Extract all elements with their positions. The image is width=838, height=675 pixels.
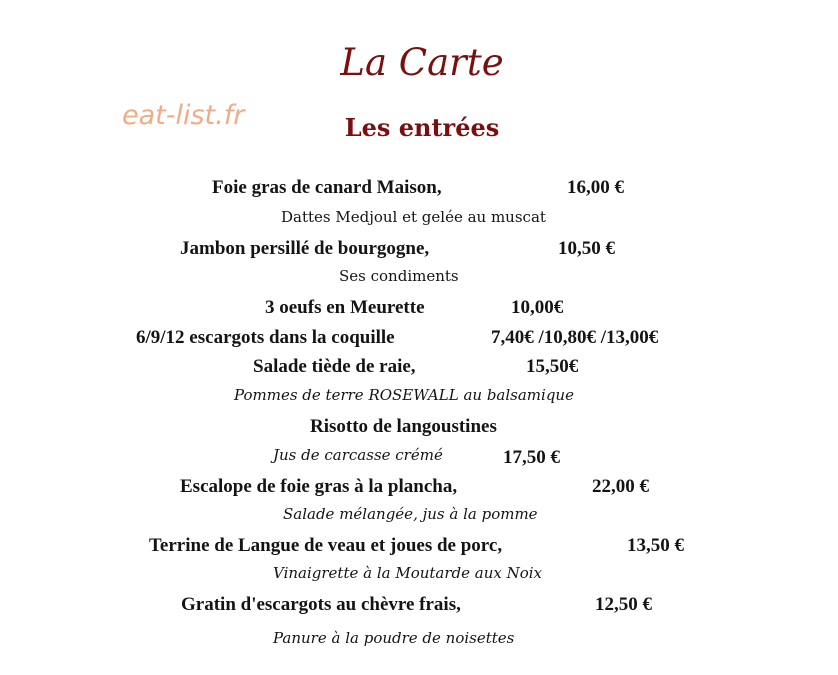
menu-item-price: 10,50 €: [558, 238, 615, 259]
menu-item-name: Terrine de Langue de veau et joues de porc,: [149, 535, 503, 556]
menu-item-price: 22,00 €: [592, 476, 649, 497]
menu-item-description: Salade mélangée, jus à la pomme: [283, 505, 538, 523]
menu-item-name: Foie gras de canard Maison,: [212, 177, 442, 198]
menu-item-name: Jambon persillé de bourgogne,: [180, 238, 430, 259]
menu-item-price: 15,50€: [526, 356, 579, 377]
watermark-text: eat-list.fr: [122, 100, 245, 131]
menu-item-price: 13,50 €: [627, 535, 684, 556]
menu-item-name: Salade tiède de raie,: [253, 356, 416, 377]
page-title: La Carte: [340, 41, 504, 84]
section-title: Les entrées: [344, 113, 500, 142]
menu-item-description: Panure à la poudre de noisettes: [273, 629, 515, 647]
menu-item-price: 10,00€: [511, 297, 564, 318]
menu-item-description: Pommes de terre ROSEWALL au balsamique: [234, 386, 574, 404]
menu-item-name: Gratin d'escargots au chèvre frais,: [181, 594, 461, 615]
menu-item-price: 16,00 €: [567, 177, 624, 198]
menu-item-name: Risotto de langoustines: [310, 416, 497, 437]
menu-item-description: Ses condiments: [339, 267, 459, 285]
menu-item-description: Dattes Medjoul et gelée au muscat: [281, 208, 546, 226]
menu-item-name: 6/9/12 escargots dans la coquille: [136, 327, 395, 348]
menu-item-name: Escalope de foie gras à la plancha,: [180, 476, 458, 497]
menu-item-price: 17,50 €: [503, 447, 560, 468]
menu-item-description: Jus de carcasse crémé: [273, 446, 443, 464]
menu-item-name: 3 oeufs en Meurette: [265, 297, 425, 318]
menu-item-price: 7,40€ /10,80€ /13,00€: [491, 327, 659, 348]
menu-item-price: 12,50 €: [595, 594, 652, 615]
menu-item-description: Vinaigrette à la Moutarde aux Noix: [273, 564, 543, 582]
